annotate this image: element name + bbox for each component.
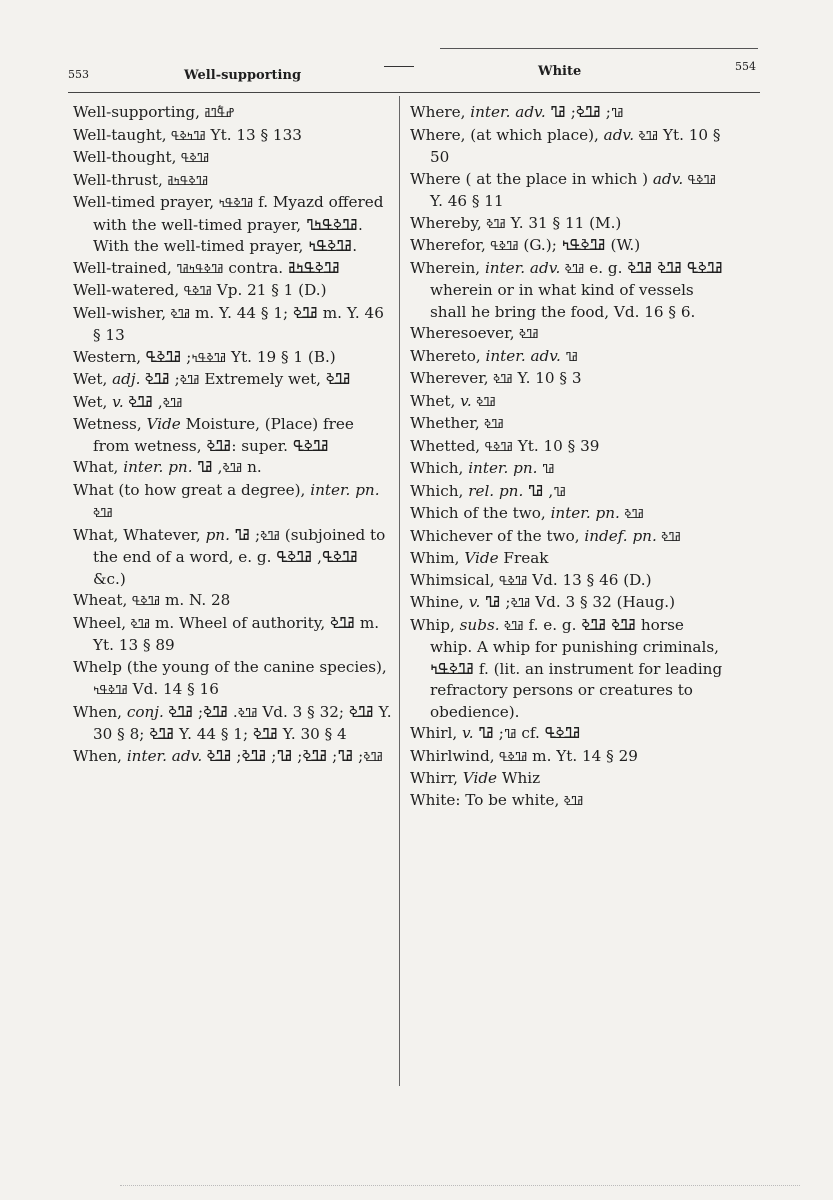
entry-avestan-script: ߥߣߢ bbox=[488, 372, 513, 386]
dictionary-entry bbox=[73, 347, 393, 370]
entry-avestan-script: ߥߣߢ bbox=[559, 793, 584, 808]
dictionary-entry bbox=[410, 368, 730, 391]
dictionary-entry bbox=[410, 436, 730, 459]
entry-headword: Well-thought, bbox=[73, 148, 177, 166]
entry-definition: ; ߥߣ; ߥߣߢ; ߥߣ; ߥߣߢ; ߥߣߢ bbox=[206, 746, 364, 765]
entry-headword: Well-wisher, bbox=[73, 303, 167, 322]
entry-avestan-script: ߥߣߢ bbox=[229, 528, 280, 543]
entry-grammar: indef. pn. bbox=[584, 526, 657, 545]
dictionary-entry bbox=[73, 280, 393, 303]
entry-avestan-script: ߥߣ bbox=[537, 462, 555, 476]
entry-avestan-script: ߥߣߢߟߤ bbox=[214, 196, 254, 210]
entry-headword: Whim, bbox=[410, 549, 460, 567]
entry-definition: m. N. 28 bbox=[160, 591, 231, 609]
entry-avestan-script: ߥߣߢߟߤߥ bbox=[162, 173, 209, 188]
entry-avestan-script: ߥߣߢ bbox=[479, 417, 504, 431]
entry-definition: ; ߥߣ (subjoined to the end of a word, e. g. ߥߣߢߟ, ߥߣߢߟ &c.) bbox=[93, 525, 386, 588]
dictionary-entry bbox=[410, 125, 730, 169]
guide-word-left: Well-supporting bbox=[184, 68, 302, 83]
entry-avestan-script: ߥߣߢ bbox=[481, 216, 506, 231]
entry-definition: m. Wheel of authority, ߥߣߢ m. Yt. 13 § 89 bbox=[93, 613, 380, 654]
dictionary-entry bbox=[73, 414, 393, 457]
entry-headword: What, bbox=[73, 458, 119, 476]
entry-grammar: v. bbox=[112, 392, 124, 411]
dictionary-entry bbox=[73, 392, 393, 415]
entry-grammar: inter. pn. bbox=[310, 480, 380, 499]
entry-definition: Freak bbox=[498, 549, 549, 567]
entry-headword: Wet, bbox=[73, 392, 108, 411]
entry-avestan-script: ߥߣߢߟߤ bbox=[141, 350, 227, 365]
entry-grammar: inter. pn. bbox=[550, 504, 620, 522]
entry-definition: ; ߥߣ Vd. 3 § 32 (Haug.) bbox=[484, 593, 676, 611]
entry-headword: Well-thrust, bbox=[73, 170, 163, 189]
entry-avestan-script: ߝߟ߱ߣߥ bbox=[199, 106, 235, 120]
entry-grammar: adv. bbox=[652, 169, 684, 188]
entry-headword: Wet, bbox=[73, 370, 108, 388]
entry-avestan-script: ߥߣߢ bbox=[499, 618, 524, 633]
entry-avestan-script: ߥߣߢ bbox=[560, 261, 585, 276]
dictionary-entry bbox=[73, 657, 393, 702]
entry-definition: ; ߥߣߢ Extremely wet, ߥߣߢ bbox=[144, 370, 351, 388]
entry-avestan-script: ߥߣߢߟ bbox=[494, 749, 528, 764]
dictionary-entry bbox=[410, 723, 730, 746]
dictionary-entry bbox=[73, 170, 393, 193]
dictionary-entry bbox=[410, 258, 730, 324]
entry-headword: Which, bbox=[410, 459, 464, 477]
entry-grammar: adv. bbox=[603, 125, 635, 144]
entry-avestan-script: ߥߣߢ bbox=[140, 373, 200, 387]
entry-avestan-script: ߥߣߢ bbox=[202, 749, 383, 764]
dictionary-entry bbox=[73, 258, 393, 281]
entry-definition: Vp. 21 § 1 (D.) bbox=[211, 281, 327, 299]
entry-avestan-script: ߥߣߢߟ bbox=[480, 439, 513, 454]
entry-avestan-script: ߥߣߢߟߤ bbox=[93, 683, 128, 697]
dictionary-entry bbox=[410, 323, 730, 346]
entry-definition: Y. 10 § 3 bbox=[512, 369, 582, 387]
entry-headword: What (to how great a degree), bbox=[73, 480, 306, 499]
entry-headword: Whet, bbox=[410, 391, 456, 410]
entry-headword: Whichever of the two, bbox=[410, 526, 580, 545]
entry-avestan-script: ߥߣߢ bbox=[192, 461, 243, 475]
entry-headword: Wetness, bbox=[73, 415, 142, 433]
entry-avestan-script: ߥߣߢ bbox=[634, 128, 659, 143]
dictionary-entry bbox=[410, 592, 730, 615]
entry-grammar: conj. bbox=[126, 702, 164, 721]
entry-headword: Whirr, bbox=[410, 769, 458, 787]
entry-grammar: inter. adv. bbox=[470, 103, 546, 121]
entry-definition: Moisture, (Place) free from wetness, ߥߣߢ: super. ߥߣߢߟ bbox=[93, 415, 354, 455]
dictionary-entry bbox=[410, 503, 730, 526]
dictionary-entry bbox=[73, 525, 393, 591]
dictionary-entry bbox=[410, 235, 730, 258]
entry-headword: Well-supporting, bbox=[73, 103, 200, 121]
dictionary-entry bbox=[73, 457, 393, 480]
entry-avestan-script: ߥߣߢߟ bbox=[485, 239, 519, 253]
entry-grammar: v. bbox=[462, 724, 474, 742]
entry-definition: m. Yt. 14 § 29 bbox=[527, 746, 638, 765]
dictionary-entry bbox=[73, 613, 393, 657]
entry-headword: Well-watered, bbox=[73, 281, 180, 299]
dictionary-entry bbox=[73, 303, 393, 347]
entry-avestan-script: ߥߣߢ bbox=[126, 616, 151, 631]
entry-headword: Whimsical, bbox=[410, 570, 495, 589]
entry-headword: Well-timed prayer, bbox=[73, 193, 215, 211]
entry-definition: , ߥߣߢ bbox=[128, 392, 163, 411]
header-rule bbox=[68, 92, 760, 93]
entry-definition: Yt. 10 § 39 bbox=[512, 436, 600, 455]
entry-headword: Whip, bbox=[410, 615, 455, 634]
running-header bbox=[62, 56, 762, 92]
entry-definition: ; ߥߣߢ; ߥߣ bbox=[549, 103, 611, 121]
dictionary-entry bbox=[410, 169, 730, 213]
entry-headword: Whetted, bbox=[410, 436, 481, 455]
entry-headword: Which of the two, bbox=[410, 504, 546, 522]
entry-definition: Whiz bbox=[497, 769, 541, 787]
entry-avestan-script: ߥߣߢ bbox=[163, 705, 258, 720]
entry-avestan-script: ߥߣߢ bbox=[93, 506, 113, 520]
entry-definition: ; ߥߣߢߟ Yt. 19 § 1 (B.) bbox=[145, 347, 336, 366]
entry-avestan-script: ߥߣߢ bbox=[514, 327, 539, 341]
column-divider bbox=[399, 96, 400, 1086]
entry-definition: , ߥߣ n. bbox=[196, 458, 262, 476]
entry-grammar: adj. bbox=[112, 370, 141, 388]
entry-headword: Whelp (the young of the canine species), bbox=[73, 657, 387, 676]
entry-headword: Whirl, bbox=[410, 724, 458, 742]
entry-headword: Wherein, bbox=[410, 258, 481, 277]
entry-grammar: inter. adv. bbox=[126, 746, 203, 765]
entry-avestan-script: ߥߣߢߟ bbox=[176, 151, 210, 165]
entry-definition: . ߥߣߢ; ߥߣߢ Vd. 3 § 32; ߥߣߢ Y. 30 § 8; ߥߣߢ Y. 44 § 1; ߥߣߢ Y. 30 § 4 bbox=[93, 702, 392, 743]
entry-headword: Where, bbox=[410, 103, 466, 121]
entry-headword: Where, (at which place), bbox=[410, 125, 599, 144]
dictionary-entry bbox=[410, 548, 730, 570]
entry-definition: Vd. 14 § 16 bbox=[127, 680, 219, 698]
entry-headword: Wherever, bbox=[410, 369, 489, 387]
entry-grammar: v. bbox=[468, 593, 481, 611]
entry-grammar: Vide bbox=[462, 769, 498, 787]
entry-headword: What, Whatever, bbox=[73, 525, 201, 544]
dictionary-entry bbox=[410, 790, 730, 813]
dictionary-entry bbox=[73, 480, 393, 525]
entry-definition: contra. ߥߣߢߟߤߥ bbox=[223, 258, 340, 277]
entry-grammar: inter. adv. bbox=[485, 346, 561, 365]
entry-avestan-script: ߥߣߢߟ bbox=[494, 573, 528, 588]
entry-avestan-script: ߥߣߢ bbox=[166, 306, 191, 321]
entry-grammar: Vide bbox=[464, 549, 499, 567]
entry-avestan-script: ߥߣߢ bbox=[480, 596, 531, 610]
entry-headword: Whereby, bbox=[410, 213, 482, 232]
entry-definition: , ߥߣ bbox=[527, 481, 554, 500]
entry-avestan-script: ߥߣ bbox=[545, 106, 624, 120]
entry-headword: Whirlwind, bbox=[410, 746, 495, 765]
entry-avestan-script: ߥߣߢ bbox=[471, 394, 496, 409]
dictionary-entry bbox=[73, 192, 393, 258]
entry-definition: (G.); ߥߣߢߟߤ (W.) bbox=[518, 236, 641, 254]
entry-definition: m. Y. 44 § 1; ߥߣߢ m. Y. 46 § 13 bbox=[93, 303, 384, 344]
dictionary-entry bbox=[410, 615, 730, 724]
dictionary-entry bbox=[410, 526, 730, 549]
entry-avestan-script: ߥߣߢ bbox=[619, 507, 644, 521]
entry-avestan-script: ߥߣߤߢߟ bbox=[166, 128, 206, 143]
entry-headword: Wheresoever, bbox=[410, 324, 515, 342]
dictionary-entry bbox=[73, 590, 393, 613]
entry-definition: Vd. 13 § 46 (D.) bbox=[527, 570, 652, 589]
entry-definition: f. e. g. ߥߣߢ ߥߣߢ horse whip. A whip for punishing criminals, ߥߣߢߟߤ f. (lit. an instrument for leading refractory persons or creatures to obedience). bbox=[430, 615, 723, 721]
header-dash bbox=[384, 66, 414, 67]
entry-headword: Whereto, bbox=[410, 346, 481, 365]
entry-avestan-script: ߥߣߢ bbox=[656, 529, 681, 544]
dictionary-entry bbox=[410, 346, 730, 369]
entry-avestan-script: ߥߣߢߟߤߥߣ bbox=[171, 261, 224, 276]
dictionary-entry bbox=[410, 458, 730, 481]
dictionary-entry bbox=[410, 102, 730, 125]
entry-avestan-script: ߥߣ bbox=[473, 727, 517, 741]
header-rule-upper bbox=[440, 48, 758, 49]
entry-avestan-script: ߥߣ bbox=[523, 484, 566, 499]
entry-grammar: subs. bbox=[459, 615, 500, 634]
entry-definition: ; ߥߣ cf. ߥߣߢߟ bbox=[477, 724, 581, 742]
entry-definition: Y. 31 § 11 (M.) bbox=[505, 213, 622, 232]
entry-headword: Wheat, bbox=[73, 591, 128, 609]
dictionary-entry bbox=[410, 213, 730, 236]
entry-grammar: inter. pn. bbox=[468, 459, 538, 477]
dictionary-entry bbox=[410, 570, 730, 593]
entry-definition: Yt. 13 § 133 bbox=[205, 125, 302, 144]
dictionary-entry bbox=[410, 481, 730, 504]
entry-grammar: inter. adv. bbox=[484, 258, 561, 277]
guide-word-right: White bbox=[538, 64, 582, 79]
entry-headword: When, bbox=[73, 746, 122, 765]
dictionary-entry bbox=[73, 147, 393, 170]
entry-headword: Whine, bbox=[410, 593, 464, 611]
entry-headword: Where ( at the place in which ) bbox=[410, 169, 648, 188]
entry-grammar: pn. bbox=[205, 525, 230, 544]
entry-headword: Wheel, bbox=[73, 613, 127, 632]
entry-grammar: Vide bbox=[146, 415, 181, 433]
page-number-right: 554 bbox=[735, 60, 756, 73]
dictionary-entry bbox=[73, 369, 393, 392]
entry-headword: Well-trained, bbox=[73, 258, 172, 277]
entry-definition: Yt. 10 § 50 bbox=[430, 125, 721, 166]
entry-avestan-script: ߥߣߢ bbox=[123, 395, 183, 410]
entry-headword: White: To be white, bbox=[410, 790, 560, 809]
entry-grammar: rel. pn. bbox=[468, 481, 524, 500]
entry-headword: Wherefor, bbox=[410, 236, 486, 254]
entry-definition: e. g. ߥߣߢߟ ߥߣߢ ߥߣߢ wherein or in what kind of vessels shall he bring the food, Vd. 16 § 6. bbox=[430, 258, 723, 321]
left-column bbox=[73, 102, 393, 768]
dictionary-entry bbox=[73, 125, 393, 148]
dictionary-entry bbox=[410, 746, 730, 769]
entry-definition: f. Myazd offered with the well-timed prayer, ߥߣߢߟߤߣ. With the well-timed prayer, ߥߣߢߟߤ. bbox=[93, 193, 384, 255]
right-column bbox=[410, 102, 730, 812]
entry-avestan-script: ߥߣߢߟ bbox=[127, 594, 161, 608]
entry-grammar: v. bbox=[460, 391, 472, 410]
entry-avestan-script: ߥߣߢߟ bbox=[179, 284, 212, 298]
entry-headword: Whether, bbox=[410, 414, 480, 432]
dictionary-entry bbox=[73, 746, 393, 769]
entry-grammar: inter. pn. bbox=[123, 458, 193, 476]
dictionary-entry bbox=[73, 102, 393, 125]
entry-avestan-script: ߥߣߢߟ bbox=[683, 172, 716, 187]
entry-headword: Western, bbox=[73, 347, 142, 366]
entry-headword: Which, bbox=[410, 481, 464, 500]
dictionary-entry bbox=[410, 768, 730, 790]
entry-headword: Well-taught, bbox=[73, 125, 167, 144]
entry-headword: When, bbox=[73, 702, 122, 721]
entry-definition: Y. 46 § 11 bbox=[430, 192, 504, 210]
dictionary-entry bbox=[410, 413, 730, 436]
entry-avestan-script: ߥߣ bbox=[560, 349, 578, 364]
bottom-scan-artifact bbox=[120, 1185, 800, 1186]
dictionary-entry bbox=[410, 391, 730, 414]
dictionary-entry bbox=[73, 702, 393, 746]
page-number-left: 553 bbox=[68, 68, 89, 81]
